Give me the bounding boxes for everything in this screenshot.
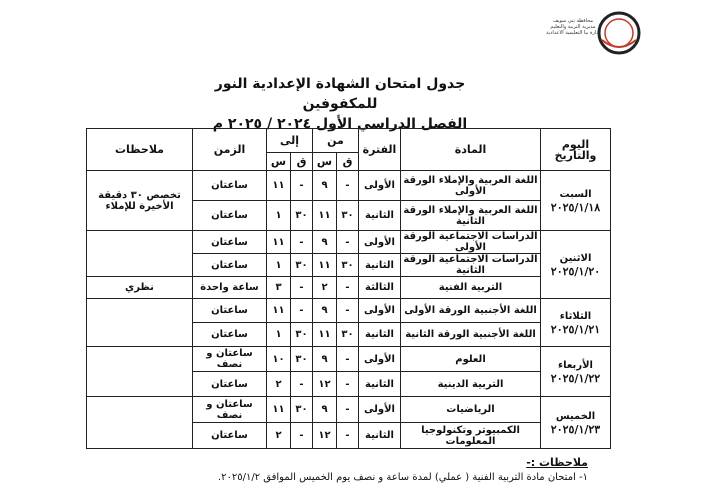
from-q-cell: ٣٠ (337, 323, 359, 347)
to-q-cell: ٣٠ (291, 254, 313, 277)
notes-cell-empty (87, 397, 193, 449)
from-s-cell: ٩ (313, 171, 337, 201)
to-q-cell: ٣٠ (291, 323, 313, 347)
header-row (87, 129, 611, 153)
from-q-cell: ٣٠ (337, 254, 359, 277)
day-cell (541, 397, 611, 449)
from-s-cell: ٢ (313, 277, 337, 299)
header-to: إلى (267, 129, 313, 153)
to-q-cell: - (291, 277, 313, 299)
to-q-cell: ٣٠ (291, 201, 313, 231)
period-cell: الثانية (359, 372, 401, 397)
from-s-cell: ١١ (313, 201, 337, 231)
day-name: السبت (559, 188, 592, 200)
logo-emblem-icon (596, 10, 642, 56)
duration-cell: ساعتان (193, 171, 267, 201)
header-to-s: س (267, 153, 291, 171)
schedule-table (86, 128, 611, 449)
header-duration: الزمن (193, 129, 267, 171)
logo-line: مديرية التربية والتعليم (550, 24, 596, 30)
to-q-cell: - (291, 231, 313, 254)
day-date: ٢٠٢٥/١/٢٠ (550, 264, 601, 278)
from-q-cell: - (337, 171, 359, 201)
duration-cell: ساعتان (193, 299, 267, 323)
from-s-cell: ١٢ (313, 423, 337, 449)
from-q-cell: - (337, 231, 359, 254)
subject-cell: التربية الدينية (401, 372, 541, 397)
from-q-cell: - (337, 372, 359, 397)
period-cell: الثانية (359, 323, 401, 347)
to-q-cell: - (291, 423, 313, 449)
header-subject: المادة (401, 129, 541, 171)
to-s-cell: ١١ (267, 231, 291, 254)
duration-cell: ساعتان (193, 372, 267, 397)
ministry-logo (522, 8, 642, 64)
from-s-cell: ١١ (313, 254, 337, 277)
from-q-cell: - (337, 299, 359, 323)
notes-cell-empty (87, 299, 193, 347)
from-s-cell: ٩ (313, 347, 337, 372)
day-cell (541, 171, 611, 231)
period-cell: الأولى (359, 299, 401, 323)
to-s-cell: ١١ (267, 299, 291, 323)
header-to-q: ق (291, 153, 313, 171)
logo-line: محافظة بني سويف (552, 18, 594, 24)
day-date: ٢٠٢٥/١/٢٢ (550, 371, 601, 385)
day-cell (541, 299, 611, 347)
subject-cell: الدراسات الاجتماعية الورقة الأولى (401, 231, 541, 254)
to-s-cell: ٢ (267, 423, 291, 449)
duration-cell: ساعتان و نصف (193, 347, 267, 372)
table-row (87, 171, 611, 201)
table-row (87, 231, 611, 254)
from-s-cell: ٩ (313, 231, 337, 254)
logo-line: ادارة ببا التعليمية الاعدادية (546, 30, 600, 36)
header-from: من (313, 129, 359, 153)
subject-cell: العلوم (401, 347, 541, 372)
duration-cell: ساعتان (193, 423, 267, 449)
to-q-cell: - (291, 171, 313, 201)
duration-cell: ساعتان (193, 231, 267, 254)
day-date: ٢٠٢٥/١/٢٣ (550, 422, 601, 436)
duration-cell: ساعتان (193, 323, 267, 347)
notes-item: ١- امتحان مادة التربية الفنية ( عملي) لمدة ساعة و نصف يوم الخميس الموافق ٢٠٢٥/١/٢. (217, 472, 588, 483)
duration-cell: ساعتان (193, 201, 267, 231)
notes-cell-empty (87, 347, 193, 397)
page-title (180, 74, 500, 134)
period-cell: الأولى (359, 171, 401, 201)
table-row (87, 347, 611, 372)
period-cell: الثالثة (359, 277, 401, 299)
to-s-cell: ١١ (267, 397, 291, 423)
day-name: الاثنين (559, 252, 592, 264)
from-s-cell: ١١ (313, 323, 337, 347)
to-s-cell: ١٠ (267, 347, 291, 372)
day-name: الأربعاء (558, 359, 593, 371)
subject-cell: الدراسات الاجتماعية الورقة الثانية (401, 254, 541, 277)
period-cell: الثانية (359, 423, 401, 449)
subject-cell: اللغة العربية والإملاء الورقة الأولى (401, 171, 541, 201)
header-period: الفترة (359, 129, 401, 171)
subject-cell: اللغة العربية والإملاء الورقة الثانية (401, 201, 541, 231)
from-q-cell: - (337, 277, 359, 299)
to-q-cell: ٣٠ (291, 397, 313, 423)
period-cell: الأولى (359, 347, 401, 372)
to-q-cell: - (291, 299, 313, 323)
period-cell: الأولى (359, 231, 401, 254)
subject-cell: اللغة الأجنبية الورقة الثانية (401, 323, 541, 347)
title-line-1: جدول امتحان الشهادة الإعدادية النور للمكفوفين (214, 76, 466, 112)
day-name: الخميس (555, 410, 596, 422)
to-s-cell: ١١ (267, 171, 291, 201)
from-s-cell: ١٢ (313, 372, 337, 397)
from-q-cell: - (337, 423, 359, 449)
to-s-cell: ١ (267, 201, 291, 231)
duration-cell: ساعتان (193, 254, 267, 277)
to-s-cell: ١ (267, 323, 291, 347)
to-s-cell: ٢ (267, 372, 291, 397)
to-q-cell: - (291, 372, 313, 397)
notes-title: ملاحظات :- (526, 456, 588, 469)
day-cell (541, 231, 611, 299)
subject-cell: الرياضيات (401, 397, 541, 423)
title-line-2: الفصل الدراسي الأول ٢٠٢٤ / ٢٠٢٥ م (212, 116, 468, 132)
header-from-s: س (313, 153, 337, 171)
duration-cell: ساعة واحدة (193, 277, 267, 299)
duration-cell: ساعتان و نصف (193, 397, 267, 423)
notes-cell: تخصص ٣٠ دقيقة الأخيرة للإملاء (87, 171, 193, 231)
day-date: ٢٠٢٥/١/١٨ (550, 200, 601, 214)
period-cell: الثانية (359, 254, 401, 277)
table-row (87, 299, 611, 323)
header-day: اليوم والتاريخ (541, 129, 611, 171)
day-date: ٢٠٢٥/١/٢١ (550, 322, 601, 336)
subject-cell: التربية الفنية (401, 277, 541, 299)
period-cell: الأولى (359, 397, 401, 423)
subject-cell: الكمبيوتر وتكنولوجيا المعلومات (401, 423, 541, 449)
to-s-cell: ٣ (267, 277, 291, 299)
table-row (87, 397, 611, 423)
to-q-cell: ٣٠ (291, 347, 313, 372)
notes-cell: نظري (87, 277, 193, 299)
to-s-cell: ١ (267, 254, 291, 277)
notes-section (88, 456, 588, 483)
logo-text (544, 18, 602, 36)
from-q-cell: ٣٠ (337, 201, 359, 231)
header-from-q: ق (337, 153, 359, 171)
from-q-cell: - (337, 347, 359, 372)
from-s-cell: ٩ (313, 397, 337, 423)
day-cell (541, 347, 611, 397)
period-cell: الثانية (359, 201, 401, 231)
notes-cell-empty (87, 231, 193, 277)
table-row (87, 277, 611, 299)
header-notes: ملاحظات (87, 129, 193, 171)
from-q-cell: - (337, 397, 359, 423)
day-name: الثلاثاء (559, 310, 592, 322)
from-s-cell: ٩ (313, 299, 337, 323)
subject-cell: اللغة الأجنبية الورقة الأولى (401, 299, 541, 323)
